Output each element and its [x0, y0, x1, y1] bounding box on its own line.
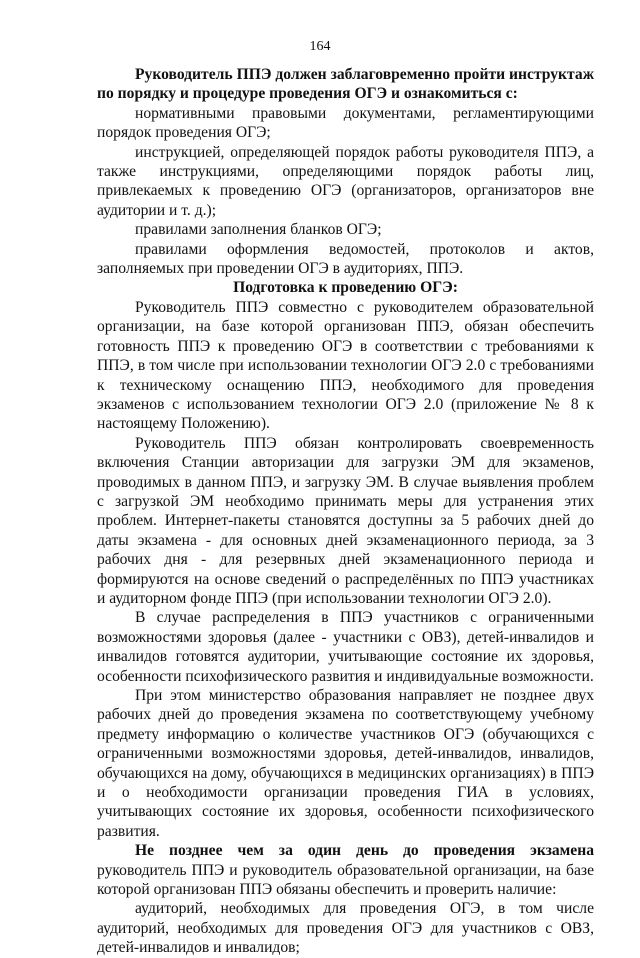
paragraph-12 [97, 899, 594, 957]
paragraph-text: При этом министерство образования направляет не позднее двух рабочих дней до проведения экзамена по соответствующему учебному предмету информацию о количестве участников ОГЭ (обучающихся с ограниченными возможностями здоровья, детей-инвалидов, инвалидов, обучающихся на дому, обучающихся в медицинских организациях) в ППЭ и о необходимости организации проведения ГИА в условиях, учитывающих состояние их здоровья, особенности психофизического развития. [97, 687, 594, 840]
bold-text: Не позднее чем за один день до проведения экзамена [135, 842, 594, 860]
paragraph-5 [97, 240, 594, 279]
paragraph-10 [97, 686, 594, 841]
paragraph-text: нормативными правовыми документами, регламентирующими порядок проведения ОГЭ; [97, 104, 594, 142]
paragraph-text: руководитель ППЭ и руководитель образовательной организации, на базе которой организован ППЭ обязаны обеспечить и проверить наличие: [97, 861, 594, 899]
paragraph-3 [97, 143, 594, 221]
paragraph-2 [97, 104, 594, 143]
paragraph-1 [97, 65, 594, 104]
paragraph-11 [97, 841, 594, 899]
paragraph-text: правилами оформления ведомостей, протоколов и актов, заполняемых при проведении ОГЭ в аудиториях, ППЭ. [97, 240, 594, 278]
bold-text: Руководитель ППЭ должен заблаговременно пройти инструктаж по порядку и процедуре проведения ОГЭ и ознакомиться с: [97, 66, 594, 103]
paragraph-9 [97, 608, 594, 686]
paragraph-text: аудиторий, необходимых для проведения ОГЭ, в том числе аудиторий, необходимых для проведения ОГЭ для участников с ОВЗ, детей-инвалидов и инвалидов; [97, 900, 594, 957]
paragraph-8 [97, 434, 594, 609]
paragraph-7 [97, 298, 594, 434]
paragraph-text: правилами заполнения бланков ОГЭ; [135, 221, 382, 239]
section-heading: Подготовка к проведению ОГЭ: [233, 279, 458, 297]
paragraph-text: инструкцией, определяющей порядок работы руководителя ППЭ, а также инструкциями, определяющими порядок работы лиц, привлекаемых к проведению ОГЭ (организаторов, организаторов вне аудитории и т. д.); [97, 143, 594, 219]
paragraph-text: В случае распределения в ППЭ участников с ограниченными возможностями здоровья (далее - участники с ОВЗ), детей-инвалидов и инвалидов готовятся аудитории, учитывающие состояние их здоровья, особенности психофизического развития и индивидуальные возможности. [97, 609, 594, 685]
paragraph-text: Руководитель ППЭ обязан контролировать своевременность включения Станции авторизации для загрузки ЭМ для экзаменов, проводимых в данном ППЭ, и загрузку ЭМ. В случае выявления проблем с загрузкой ЭМ необходимо принимать меры для устранения этих проблем. Интернет-пакеты становятся доступны за 5 рабочих дней до даты экзамена - для основных дней экзаменационного периода, за 3 рабочих дня - для резервных дней экзаменационного периода и формируются на основе сведений о распределённых по ППЭ участниках и аудиторном фонде ППЭ (при использовании технологии ОГЭ 2.0). [97, 434, 594, 607]
paragraph-4 [97, 220, 594, 239]
page-number: 164 [309, 39, 331, 54]
paragraph-text: Руководитель ППЭ совместно с руководителем образовательной организации, на базе которой организован ППЭ, обязан обеспечить готовность ППЭ к проведению ОГЭ в соответствии с требованиями к ППЭ, в том числе при использовании технологии ОГЭ 2.0 с требованиями к техническому оснащению ППЭ, необходимого для проведения экзаменов с использованием технологии ОГЭ 2.0 (приложение № 8 к настоящему Положению). [97, 298, 594, 433]
document-body [97, 65, 594, 958]
